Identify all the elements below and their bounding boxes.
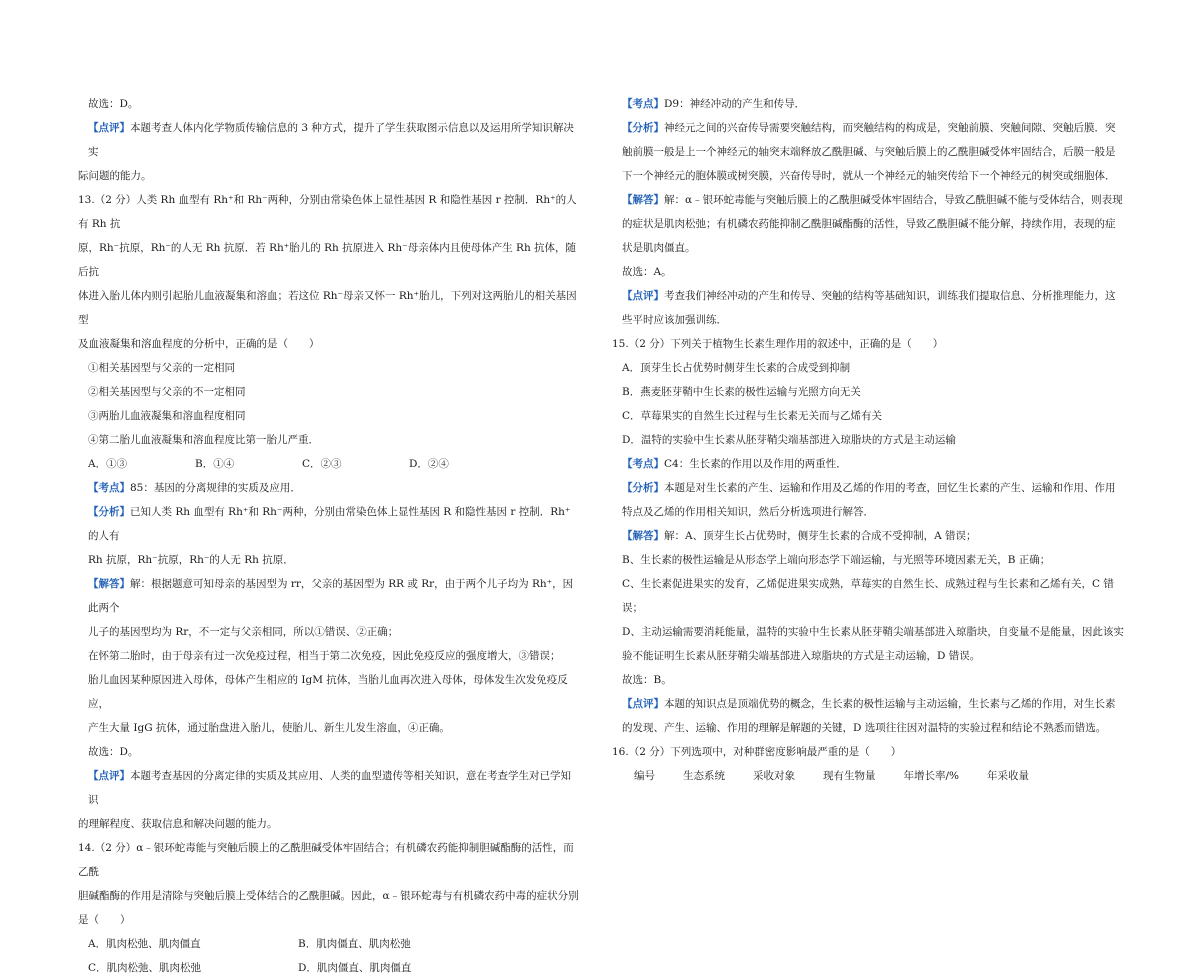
table-header-cell: 生态系统 <box>683 770 725 782</box>
q15-review-cont: 的发现、产生、运输、作用的理解是解题的关键，D 选项往往因对温特的实验过程和结论不熟悉而错选。 <box>622 722 1107 734</box>
q16-table-header <box>612 764 1132 788</box>
q14-stem-3: 是（ ） <box>78 914 131 926</box>
q14-knowledge-point: 【考点】D9：神经冲动的产生和传导． <box>622 98 806 110</box>
q13-review: 【点评】本题考查基因的分离定律的实质及其应用、人类的血型遗传等相关知识，意在考查学生对已学知识 <box>88 770 571 806</box>
q14-review: 【点评】考查我们神经冲动的产生和传导、突触的结构等基础知识，训练我们提取信息、分析推理能力，这 <box>622 290 1116 302</box>
right-column <box>612 92 1132 788</box>
q14-stem-2: 胆碱酯酶的作用是清除与突触后膜上受体结合的乙酰胆碱。因此，α﹣银环蛇毒与有机磷农药中毒的症状分别 <box>78 890 579 902</box>
q14-review-cont: 些平时应该加强训练． <box>622 314 727 326</box>
q14-options-row-1 <box>78 932 580 956</box>
q13-knowledge-point: 【考点】85：基因的分离规律的实质及应用． <box>88 482 301 494</box>
q13-option-c: C．②③ <box>302 458 342 470</box>
q14-options-row-2 <box>78 956 580 980</box>
q15-analysis-2: 特点及乙烯的作用相关知识，然后分析选项进行解答． <box>622 506 874 518</box>
q13-solution-2: 儿子的基因型均为 Rr，不一定与父亲相同，所以①错误、②正确； <box>88 626 399 638</box>
q15-option-a: A．顶芽生长占优势时侧芽生长素的合成受到抑制 <box>622 362 851 374</box>
q13-statement-3: ③两胎儿血液凝集和溶血程度相同 <box>88 410 246 422</box>
q15-analysis: 【分析】本题是对生长素的产生、运输和作用及乙烯的作用的考查，回忆生长素的产生、运输和作用、作用 <box>622 482 1116 494</box>
q14-answer: 故选：A。 <box>622 266 672 278</box>
q14-analysis-2: 触前膜一般是上一个神经元的轴突末端释放乙酰胆碱、与突触后膜上的乙酰胆碱受体牢固结合，后膜一般是 <box>622 146 1116 158</box>
q15-knowledge-point: 【考点】C4：生长素的作用以及作用的两重性． <box>622 458 847 470</box>
table-header-cell: 年增长率/% <box>903 770 960 782</box>
review-tag: 【点评】 <box>88 122 130 134</box>
q15-option-d: D．温特的实验中生长素从胚芽鞘尖端基部进入琼脂块的方式是主动运输 <box>622 434 956 446</box>
q13-stem-1: 13.（2 分）人类 Rh 血型有 Rh⁺和 Rh⁻两种，分别由常染色体上显性基因 R 和隐性基因 r 控制．Rh⁺的人有 Rh 抗 <box>78 194 577 230</box>
q13-analysis-cont: Rh 抗原，Rh⁻抗原，Rh⁻的人无 Rh 抗原． <box>88 554 294 566</box>
table-header-cell: 采收对象 <box>753 770 795 782</box>
q14-solution: 【解答】解：α﹣银环蛇毒能与突触后膜上的乙酰胆碱受体牢固结合，导致乙酰胆碱不能与受体结合，则表现 <box>622 194 1123 206</box>
q14-solution-2: 的症状是肌肉松弛；有机磷农药能抑制乙酰胆碱酯酶的活性，导致乙酰胆碱不能分解，持续作用，表现的症 <box>622 218 1116 230</box>
table-header-cell: 年采收量 <box>987 770 1030 782</box>
q14-solution-3: 状是肌肉僵直。 <box>622 242 696 254</box>
answer-line: 故选：D。 <box>88 98 139 110</box>
q15-solution-3: C、生长素促进果实的发育，乙烯促进果实成熟，草莓实的自然生长、成熟过程与生长素和乙烯有关，C 错误； <box>622 578 1114 614</box>
q13-solution-5: 产生大量 IgG 抗体，通过胎盘进入胎儿，使胎儿、新生儿发生溶血，④正确。 <box>88 722 450 734</box>
q15-review: 【点评】本题的知识点是顶端优势的概念，生长素的极性运输与主动运输，生长素与乙烯的作用，对生长素 <box>622 698 1116 710</box>
q15-solution: 【解答】解：A、顶芽生长占优势时，侧芽生长素的合成不受抑制，A 错误； <box>622 530 977 542</box>
q13-review-cont: 的理解程度、获取信息和解决问题的能力。 <box>78 818 278 830</box>
q13-answer: 故选：D。 <box>88 746 139 758</box>
q14-option-b: B．肌肉僵直、肌肉松弛 <box>298 938 411 950</box>
q15-answer: 故选：B。 <box>622 674 672 686</box>
q13-solution: 【解答】解：根据题意可知母亲的基因型为 rr，父亲的基因型为 RR 或 Rr，由于两个儿子均为 Rh⁺，因此两个 <box>88 578 574 614</box>
q13-stem-3: 体进入胎儿体内则引起胎儿血液凝集和溶血；若这位 Rh⁻母亲又怀一 Rh⁺胎儿，下列对这两胎儿的相关基因型 <box>78 290 577 326</box>
q12-review-cont: 际问题的能力。 <box>78 170 152 182</box>
q15-solution-5: 验不能证明生长素从胚芽鞘尖端基部进入琼脂块的方式是主动运输，D 错误。 <box>622 650 981 662</box>
q14-analysis-3: 下一个神经元的胞体膜或树突膜，兴奋传导时，就从一个神经元的轴突传给下一个神经元的树突或细胞体． <box>622 170 1116 182</box>
q13-solution-3: 在怀第二胎时，由于母亲有过一次免疫过程，相当于第二次免疫，因此免疫反应的强度增大，③错误； <box>88 650 561 662</box>
q13-option-b: B．①④ <box>195 458 235 470</box>
q14-option-c: C．肌肉松弛、肌肉松弛 <box>88 962 202 974</box>
q16-stem: 16.（2 分）下列选项中，对种群密度影响最严重的是（ ） <box>612 746 902 758</box>
q15-stem: 15.（2 分）下列关于植物生长素生理作用的叙述中，正确的是（ ） <box>612 338 944 350</box>
q13-stem-4: 及血液凝集和溶血程度的分析中，正确的是（ ） <box>78 338 320 350</box>
q15-option-b: B．燕麦胚芽鞘中生长素的极性运输与光照方向无关 <box>622 386 861 398</box>
q13-statement-4: ④第二胎儿血液凝集和溶血程度比第一胎儿严重． <box>88 434 319 446</box>
q13-option-a: A．①③ <box>88 458 128 470</box>
q13-option-d: D．②④ <box>409 458 449 470</box>
q14-analysis: 【分析】神经元之间的兴奋传导需要突触结构，而突触结构的构成是，突触前膜、突触间隙、突触后膜．突 <box>622 122 1116 134</box>
q15-solution-2: B、生长素的极性运输是从形态学上端向形态学下端运输，与光照等环境因素无关，B 正确； <box>622 554 1051 566</box>
q14-stem-1: 14.（2 分）α﹣银环蛇毒能与突触后膜上的乙酰胆碱受体牢固结合；有机磷农药能抑制胆碱酯酶的活性，而乙酰 <box>78 842 574 878</box>
q12-review: 【点评】本题考查人体内化学物质传输信息的 3 种方式，提升了学生获取图示信息以及运用所学知识解决实 <box>88 122 574 158</box>
q13-analysis: 【分析】已知人类 Rh 血型有 Rh⁺和 Rh⁻两种，分别由常染色体上显性基因 R 和隐性基因 r 控制．Rh⁺的人有 <box>88 506 571 542</box>
q15-solution-4: D、主动运输需要消耗能量，温特的实验中生长素从胚芽鞘尖端基部进入琼脂块，自变量不是能量，因此该实 <box>622 626 1124 638</box>
table-header-cell: 编号 <box>634 770 655 782</box>
q13-options <box>78 452 580 476</box>
q14-option-a: A．肌肉松弛、肌肉僵直 <box>88 938 201 950</box>
left-column <box>78 92 580 980</box>
q15-option-c: C．草莓果实的自然生长过程与生长素无关而与乙烯有关 <box>622 410 883 422</box>
q14-option-d: D．肌肉僵直、肌肉僵直 <box>298 962 412 974</box>
q13-statement-1: ①相关基因型与父亲的一定相同 <box>88 362 235 374</box>
q13-solution-4: 胎儿血因某种原因进入母体，母体产生相应的 IgM 抗体，当胎儿血再次进入母体，母体发生次发免疫反应， <box>88 674 568 710</box>
q13-statement-2: ②相关基因型与父亲的不一定相同 <box>88 386 246 398</box>
q13-stem-2: 原，Rh⁻抗原，Rh⁻的人无 Rh 抗原．若 Rh⁺胎儿的 Rh 抗原进入 Rh⁻母亲体内且使母体产生 Rh 抗体，随后抗 <box>78 242 577 278</box>
table-header-cell: 现有生物量 <box>823 770 876 782</box>
